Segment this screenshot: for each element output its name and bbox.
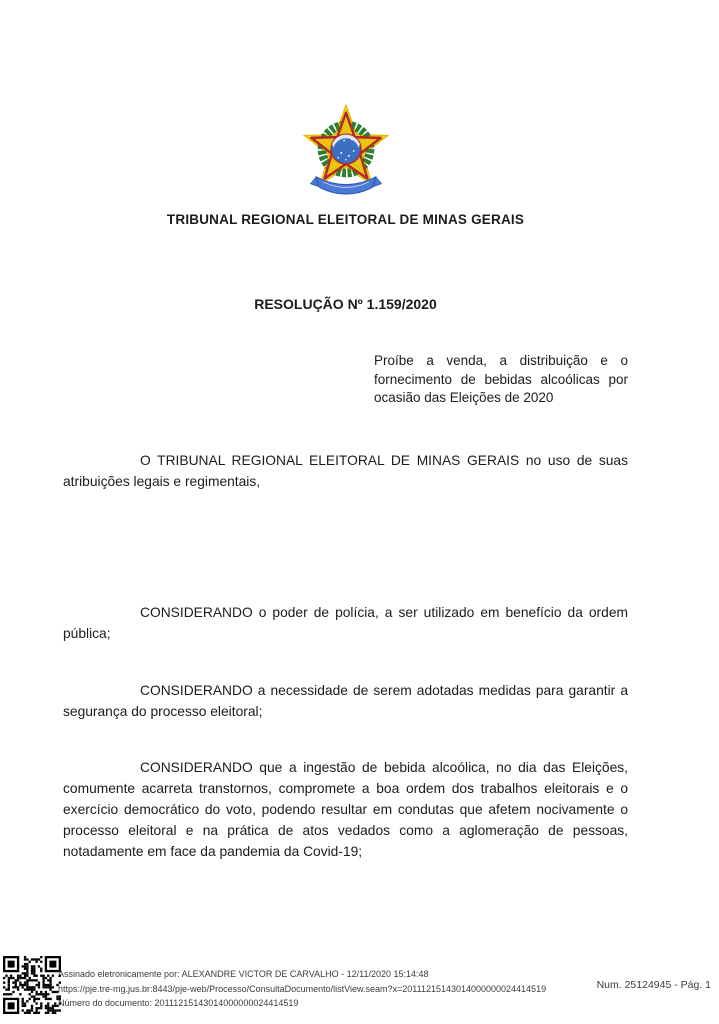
verification-url-line: https://pje.tre-mg.jus.br:8443/pje-web/Processo/ConsultaDocumento/listView.seam?x=20111215143014000000024414519: [58, 983, 547, 994]
resolution-title: RESOLUÇÃO Nº 1.159/2020: [254, 296, 437, 312]
document-content: [63, 0, 628, 862]
paragraph-considerando-2: CONSIDERANDO a necessidade de serem adotadas medidas para garantir a segurança do processo eleitoral;: [63, 682, 628, 719]
qr-code-image: [3, 956, 61, 1014]
signature-footer: [58, 967, 546, 1011]
brazil-coat-of-arms-icon: [288, 104, 404, 199]
paragraph-considerando-1: CONSIDERANDO o poder de polícia, a ser utilizado em benefício da ordem pública;: [63, 604, 628, 641]
page-number-label: Num. 25124945 - Pág. 1: [596, 979, 711, 991]
document-number-line: Número do documento: 20111215143014000000024414519: [58, 998, 299, 1008]
paragraph-considerando-3: CONSIDERANDO que a ingestão de bebida alcoólica, no dia das Eleições, comumente acarreta transtornos, compromete a boa ordem dos trabalhos eleitorais e o exercício democrático do voto, podendo resultar em condutas que afetem nocivamente o processo eleitoral e na prática de atos vedados como a aglomeração de pessoas, notadamente em face da pandemia da Covid-19;: [63, 759, 628, 859]
paragraph-preamble: O TRIBUNAL REGIONAL ELEITORAL DE MINAS GERAIS no uso de suas atribuições legais e regimentais,: [63, 452, 628, 489]
signed-by-line: Assinado eletronicamente por: ALEXANDRE VICTOR DE CARVALHO - 12/11/2020 15:14:48: [58, 969, 429, 979]
institution-title: TRIBUNAL REGIONAL ELEITORAL DE MINAS GERAIS: [166, 212, 525, 227]
ementa-summary: Proíbe a venda, a distribuição e o fornecimento de bebidas alcoólicas por ocasião das Eleições de 2020: [374, 353, 628, 405]
